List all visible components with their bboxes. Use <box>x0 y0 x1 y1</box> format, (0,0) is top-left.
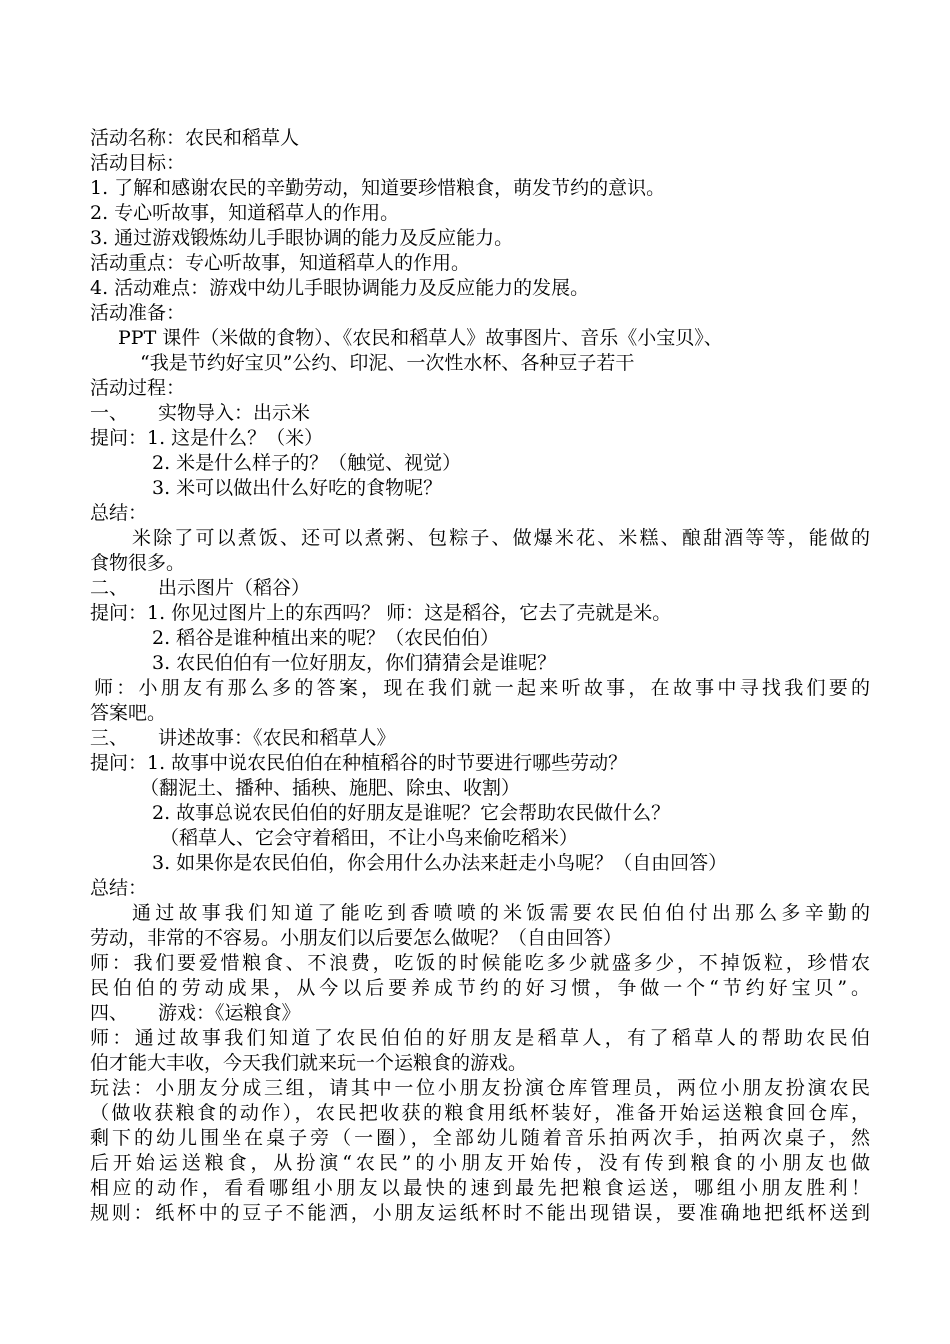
answer-3-1: （翻泥土、播种、插秧、施肥、除虫、收割） <box>140 777 521 799</box>
question-1-2: 2. 米是什么样子的？（触觉、视觉） <box>152 452 462 474</box>
section-1-number: 一、 <box>90 402 129 424</box>
question-2-3: 3. 农民伯伯有一位好朋友，你们猜猜会是谁呢？ <box>152 652 557 674</box>
section-4-number: 四、 <box>90 1002 129 1024</box>
gameplay-line-2: （做收获粮食的动作），农民把收获的粮食用纸杯装好，准备开始运送粮食回仓库， <box>90 1102 870 1124</box>
section-3-number: 三、 <box>90 727 129 749</box>
process-heading: 活动过程： <box>90 377 186 399</box>
preparation-heading: 活动准备： <box>90 302 186 324</box>
answer-3-2: （稻草人、它会守着稻田，不让小鸟来偷吃稻米） <box>160 827 579 849</box>
section-4-title: 游戏：《运粮食》 <box>158 1002 301 1024</box>
teacher-remark-2-line-1: 师：我们要爱惜粮食、不浪费，吃饭的时候能吃多少就盛多少，不掉饭粒，珍惜农 <box>90 952 870 974</box>
teacher-remark-2-line-2: 民伯伯的劳动成果，从今以后要养成节约的好习惯，争做一个“节约好宝贝”。 <box>90 977 870 999</box>
summary-1-line-2: 食物很多。 <box>90 552 186 574</box>
gameplay-line-5: 相应的动作，看看哪组小朋友以最快的速到最先把粮食运送，哪组小朋友胜利！ <box>90 1177 870 1199</box>
question-2-1: 提问：1. 你见过图片上的东西吗？ 师：这是稻谷，它去了壳就是米。 <box>90 602 672 624</box>
question-1-3: 3. 米可以做出什么好吃的食物呢？ <box>152 477 443 499</box>
rules-line-1: 规则：纸杯中的豆子不能洒，小朋友运纸杯时不能出现错误，要准确地把纸杯送到 <box>90 1202 870 1224</box>
section-1-heading <box>90 401 870 426</box>
goal-3: 3. 通过游戏锻炼幼儿手眼协调的能力及反应能力。 <box>90 227 514 249</box>
section-4-heading <box>90 1001 870 1026</box>
summary-2-heading: 总结： <box>90 877 148 899</box>
section-2-number: 二、 <box>90 577 129 599</box>
section-3-title: 讲述故事：《农民和稻草人》 <box>158 727 396 749</box>
section-2-heading <box>90 576 870 601</box>
teacher-remark-3-line-1: 师：通过故事我们知道了农民伯伯的好朋友是稻草人，有了稻草人的帮助农民伯 <box>90 1027 870 1049</box>
goals-heading: 活动目标： <box>90 152 186 174</box>
gameplay-line-3: 剩下的幼儿围坐在桌子旁（一圈），全部幼儿随着音乐拍两次手，拍两次桌子，然 <box>90 1127 870 1149</box>
section-1-title: 实物导入：出示米 <box>158 402 311 424</box>
goal-2: 2. 专心听故事，知道稻草人的作用。 <box>90 202 400 224</box>
teacher-remark-1-line-1: 师：小朋友有那么多的答案，现在我们就一起来听故事，在故事中寻找我们要的 <box>94 677 870 699</box>
key-point: 活动重点：专心听故事，知道稻草人的作用。 <box>90 252 471 274</box>
summary-2-line-1: 通过故事我们知道了能吃到香喷喷的米饭需要农民伯伯付出那么多辛勤的 <box>132 902 870 924</box>
question-1-1: 提问：1. 这是什么？（米） <box>90 427 324 449</box>
preparation-line-1: PPT 课件（米做的食物）、《农民和稻草人》故事图片、音乐《小宝贝》、 <box>118 327 723 349</box>
summary-1-heading: 总结： <box>90 502 148 524</box>
section-2-title: 出示图片（稻谷） <box>158 577 311 599</box>
summary-2-line-2: 劳动，非常的不容易。小朋友们以后要怎么做呢？（自由回答） <box>90 927 623 949</box>
question-3-2: 2. 故事总说农民伯伯的好朋友是谁呢？它会帮助农民做什么？ <box>152 802 671 824</box>
question-3-3: 3. 如果你是农民伯伯，你会用什么办法来赶走小鸟呢？（自由回答） <box>152 852 728 874</box>
gameplay-line-1: 玩法：小朋友分成三组，请其中一位小朋友扮演仓库管理员，两位小朋友扮演农民 <box>90 1077 870 1099</box>
teacher-remark-3-line-2: 伯才能大丰收，今天我们就来玩一个运粮食的游戏。 <box>90 1052 528 1074</box>
question-2-2: 2. 稻谷是谁种植出来的呢？（农民伯伯） <box>152 627 500 649</box>
section-3-heading <box>90 726 870 751</box>
gameplay-line-4: 后开始运送粮食，从扮演“农民”的小朋友开始传，没有传到粮食的小朋友也做 <box>90 1152 870 1174</box>
teacher-remark-1-line-2: 答案吧。 <box>90 702 167 724</box>
difficult-point: 4. 活动难点：游戏中幼儿手眼协调能力及反应能力的发展。 <box>90 277 590 299</box>
goal-1: 1. 了解和感谢农民的辛勤劳动，知道要珍惜粮食，萌发节约的意识。 <box>90 177 666 199</box>
preparation-line-2: “我是节约好宝贝”公约、印泥、一次性水杯、各种豆子若干 <box>140 352 635 374</box>
question-3-1: 提问：1. 故事中说农民伯伯在种植稻谷的时节要进行哪些劳动？ <box>90 752 628 774</box>
summary-1-line-1: 米除了可以煮饭、还可以煮粥、包粽子、做爆米花、米糕、酿甜酒等等，能做的 <box>132 527 870 549</box>
activity-name: 活动名称：农民和稻草人 <box>90 127 300 149</box>
